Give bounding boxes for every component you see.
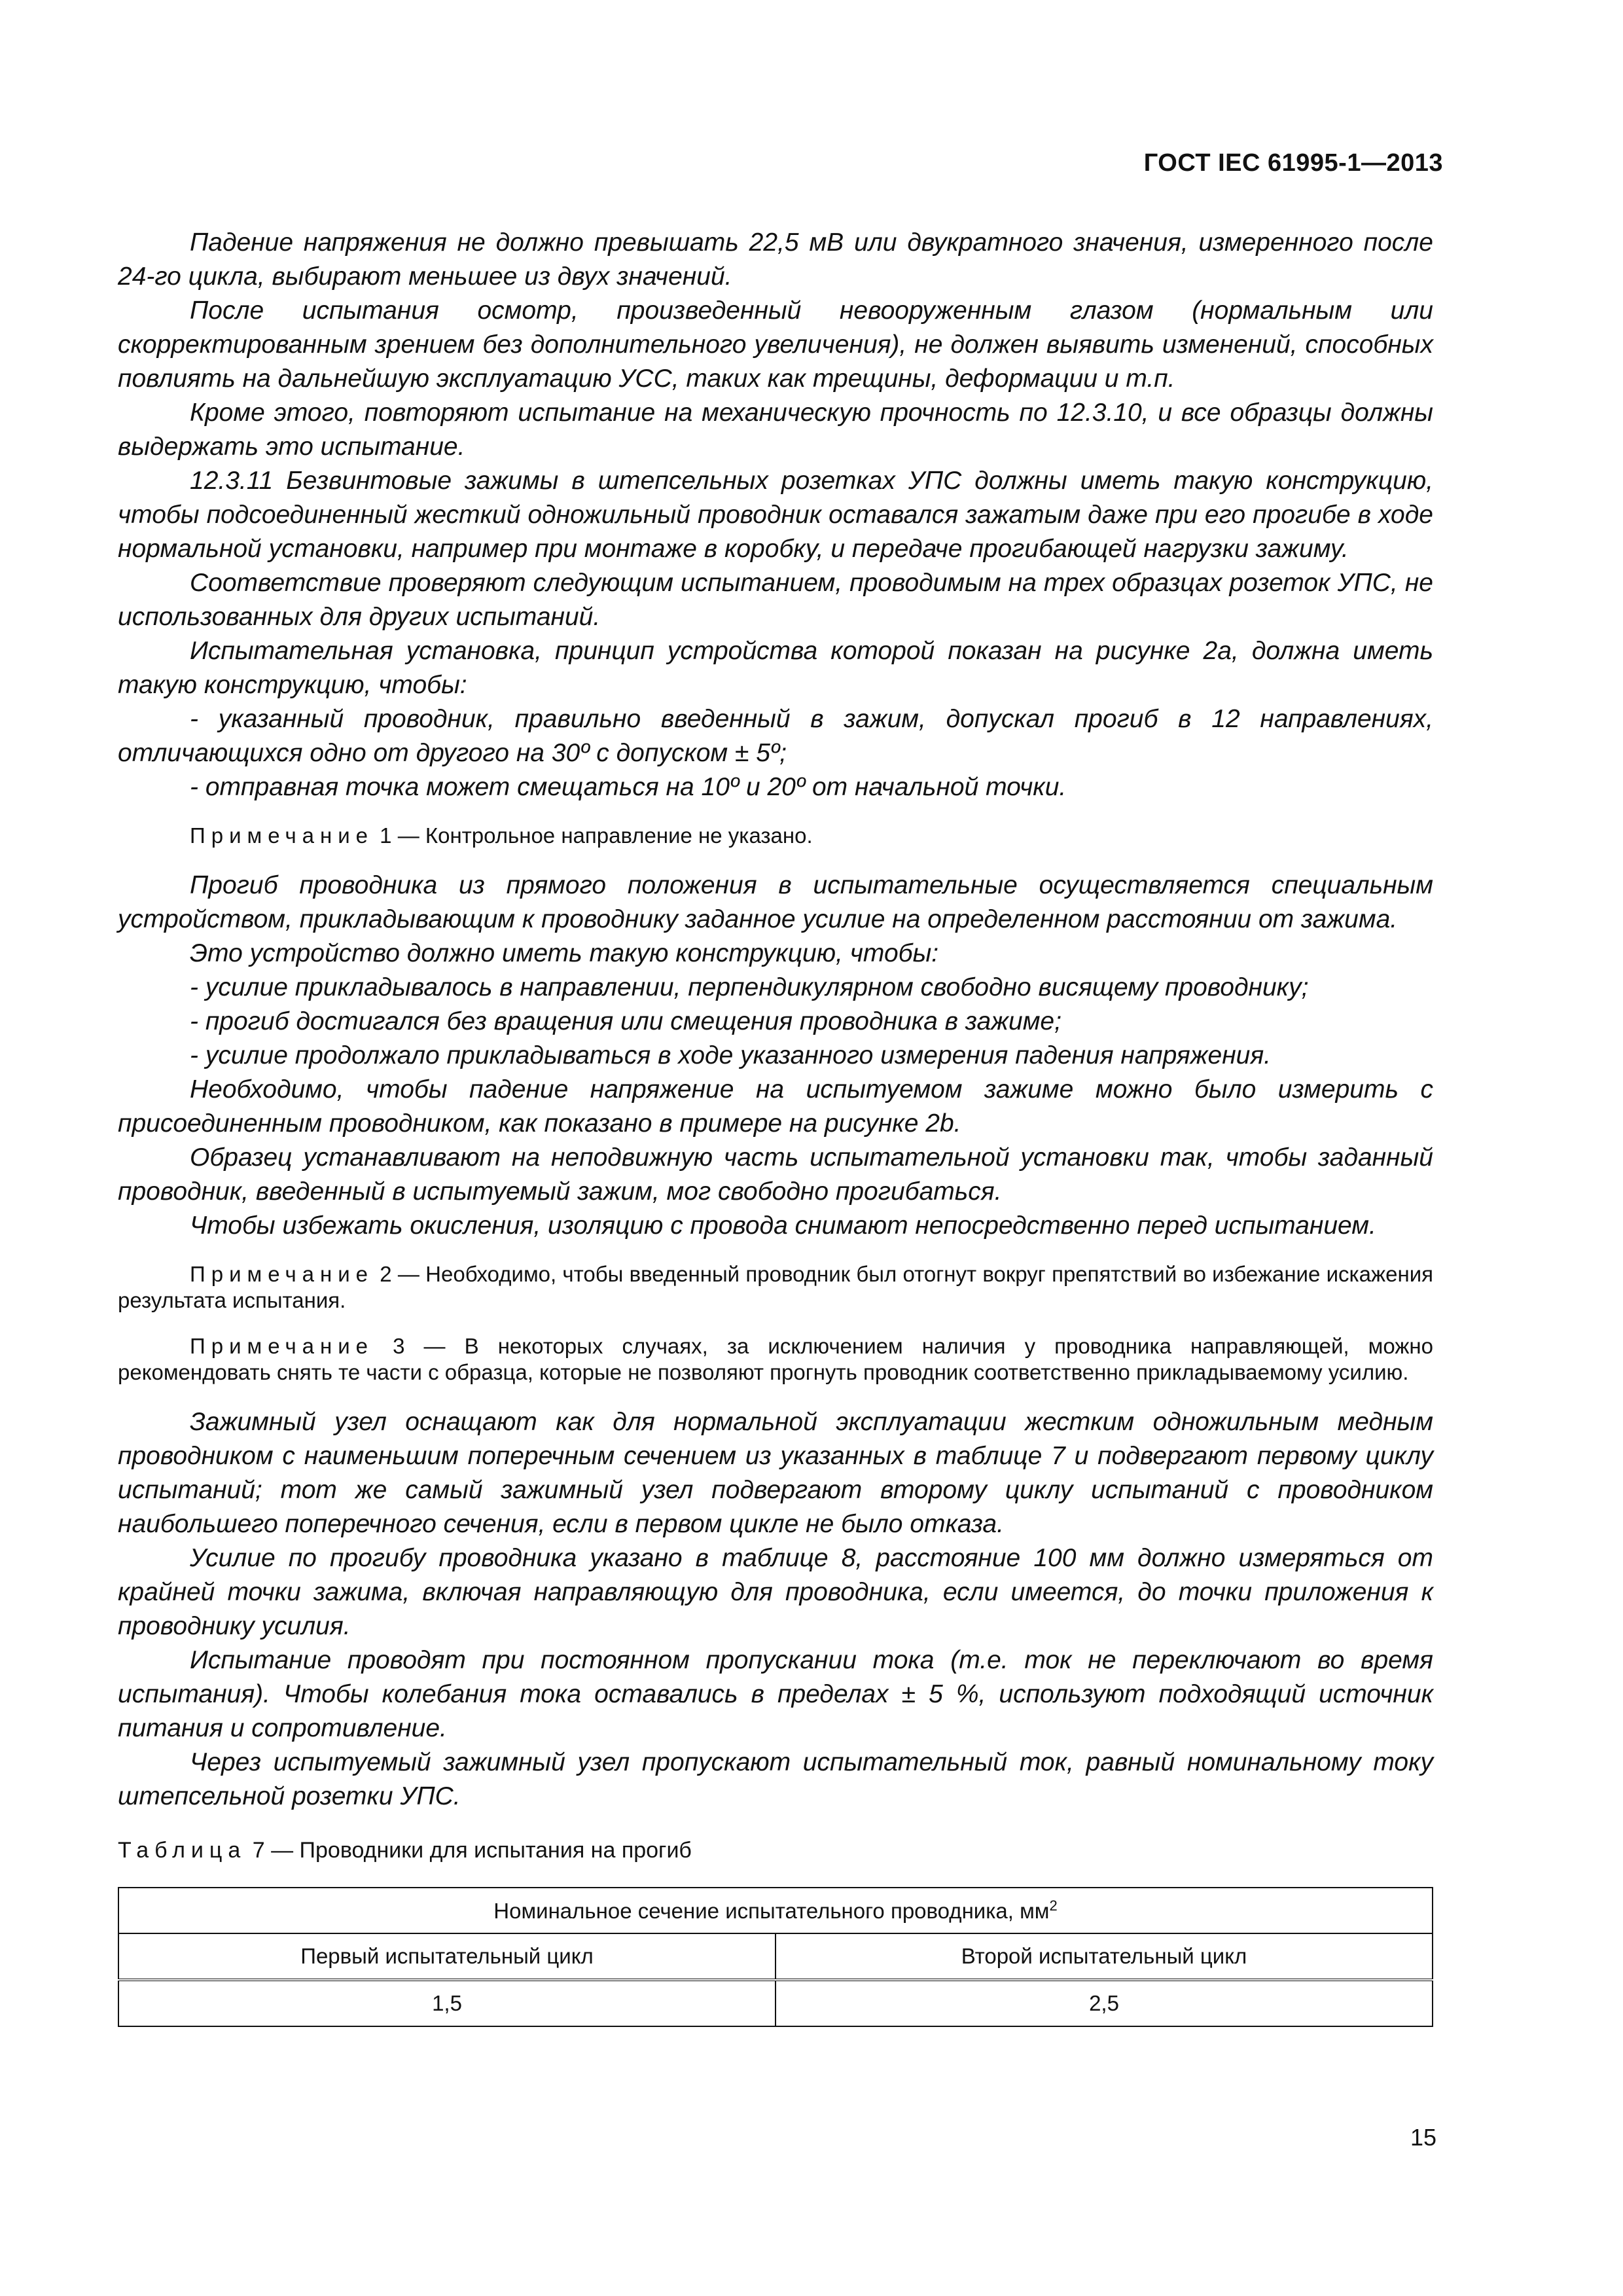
note-text: 2 — Необходимо, чтобы введенный проводник был отогнут вокруг препятствий во избежание искажения результата испытания. [118, 1262, 1433, 1312]
paragraph: Это устройство должно иметь такую конструкцию, чтобы: [190, 939, 939, 967]
paragraph: Падение напряжения не должно превышать 22,5 мВ или двукратного значения, измеренного после 24-го цикла, выбирают меньшее из двух значений. [118, 228, 1433, 291]
paragraph: Через испытуемый зажимный узел пропускают испытательный ток, равный номинальному току штепсельной розетки УПС. [118, 1748, 1433, 1810]
conductors-table [118, 1887, 1433, 2027]
table-cell: 2,5 [776, 1980, 1433, 2026]
superscript: 2 [1049, 1897, 1058, 1914]
note-label: Примечание [190, 1334, 374, 1358]
list-item: - прогиб достигался без вращения или смещения проводника в зажиме; [190, 1007, 1061, 1035]
note-label: Примечание [190, 823, 374, 848]
table-column-header: Первый испытательный цикл [118, 1933, 776, 1980]
note-1 [118, 823, 1433, 849]
list-item: - отправная точка может смещаться на 10º и 20º от начальной точки. [190, 773, 1067, 801]
paragraph: Усилие по прогибу проводника указано в таблице 8, расстояние 100 мм должно измеряться от крайней точки зажима, включая направляющую для проводника, если имеется, до точки приложения к проводнику усилия. [118, 1544, 1433, 1640]
table-cell: 1,5 [118, 1980, 776, 2026]
list-item: - усилие продолжало прикладываться в ходе указанного измерения падения напряжения. [190, 1041, 1272, 1069]
table-header-text: Номинальное сечение испытательного проводника, мм [493, 1899, 1050, 1923]
paragraph: Прогиб проводника из прямого положения в испытательные осуществляется специальным устройством, прикладывающим к проводнику заданное усилие на определенном расстоянии от зажима. [118, 871, 1433, 933]
paragraph: Испытательная установка, принцип устройства которой показан на рисунке 2a, должна иметь такую конструкцию, чтобы: [118, 637, 1433, 699]
table-caption [118, 1837, 1433, 1863]
document-header: ГОСТ IEC 61995-1—2013 [1143, 149, 1443, 177]
list-item: - усилие прикладывалось в направлении, перпендикулярном свободно висящему проводнику; [190, 973, 1309, 1001]
paragraph: Чтобы избежать окисления, изоляцию с провода снимают непосредственно перед испытанием. [190, 1211, 1376, 1240]
paragraph: Необходимо, чтобы падение напряжение на испытуемом зажиме можно было измерить с присоединенным проводником, как показано в примере на рисунке 2b. [118, 1075, 1433, 1138]
paragraph: Испытание проводят при постоянном пропускании тока (т.е. ток не переключают во время испытания). Чтобы колебания тока оставались в пределах ± 5 %, используют подходящий источник питания и сопротивление. [118, 1646, 1433, 1742]
page-number: 15 [1410, 2124, 1437, 2151]
table-caption-label: Таблица [118, 1838, 247, 1863]
list-item: - указанный проводник, правильно введенный в зажим, допускал прогиб в 12 направлениях, отличающихся одно от другого на 30º с допуском ± 5º; [118, 705, 1433, 767]
paragraph: После испытания осмотр, произведенный невооруженным глазом (нормальным или скорректированным зрением без дополнительного увеличения), не должен выявить изменений, способных повлиять на дальнейшую эксплуатацию УСС, таких как трещины, деформации и т.п. [118, 296, 1433, 393]
note-text: 3 — В некоторых случаях, за исключением наличия у проводника направляющей, можно рекомендовать снять те части с образца, которые не позволяют прогнуть проводник соответственно прикладываемому усилию. [118, 1334, 1433, 1384]
note-text: 1 — Контрольное направление не указано. [374, 823, 813, 848]
body-text [118, 226, 1433, 2027]
note-3 [118, 1333, 1433, 1386]
note-2 [118, 1261, 1433, 1314]
paragraph: Образец устанавливают на неподвижную часть испытательной установки так, чтобы заданный проводник, введенный в испытуемый зажим, мог свободно прогибаться. [118, 1143, 1433, 1206]
clause-12-3-11: 12.3.11 Безвинтовые зажимы в штепсельных розетках УПС должны иметь такую конструкцию, чтобы подсоединенный жесткий одножильный проводник оставался зажатым даже при его прогибе в ходе нормальной установки, например при монтаже в коробку, и передаче прогибающей нагрузки зажиму. [118, 467, 1433, 563]
table-caption-text: 7 — Проводники для испытания на прогиб [246, 1838, 692, 1863]
table-header-cell [118, 1888, 1433, 1933]
paragraph: Кроме этого, повторяют испытание на механическую прочность по 12.3.10, и все образцы должны выдержать это испытание. [118, 399, 1433, 461]
table-column-header: Второй испытательный цикл [776, 1933, 1433, 1980]
paragraph: Соответствие проверяют следующим испытанием, проводимым на трех образцах розеток УПС, не использованных для других испытаний. [118, 569, 1433, 631]
note-label: Примечание [190, 1262, 374, 1286]
paragraph: Зажимный узел оснащают как для нормальной эксплуатации жестким одножильным медным проводником с наименьшим поперечным сечением из указанных в таблице 7 и подвергают первому циклу испытаний; тот же самый зажимный узел подвергают второму циклу испытаний с проводником наибольшего поперечного сечения, если в первом цикле не было отказа. [118, 1408, 1433, 1538]
